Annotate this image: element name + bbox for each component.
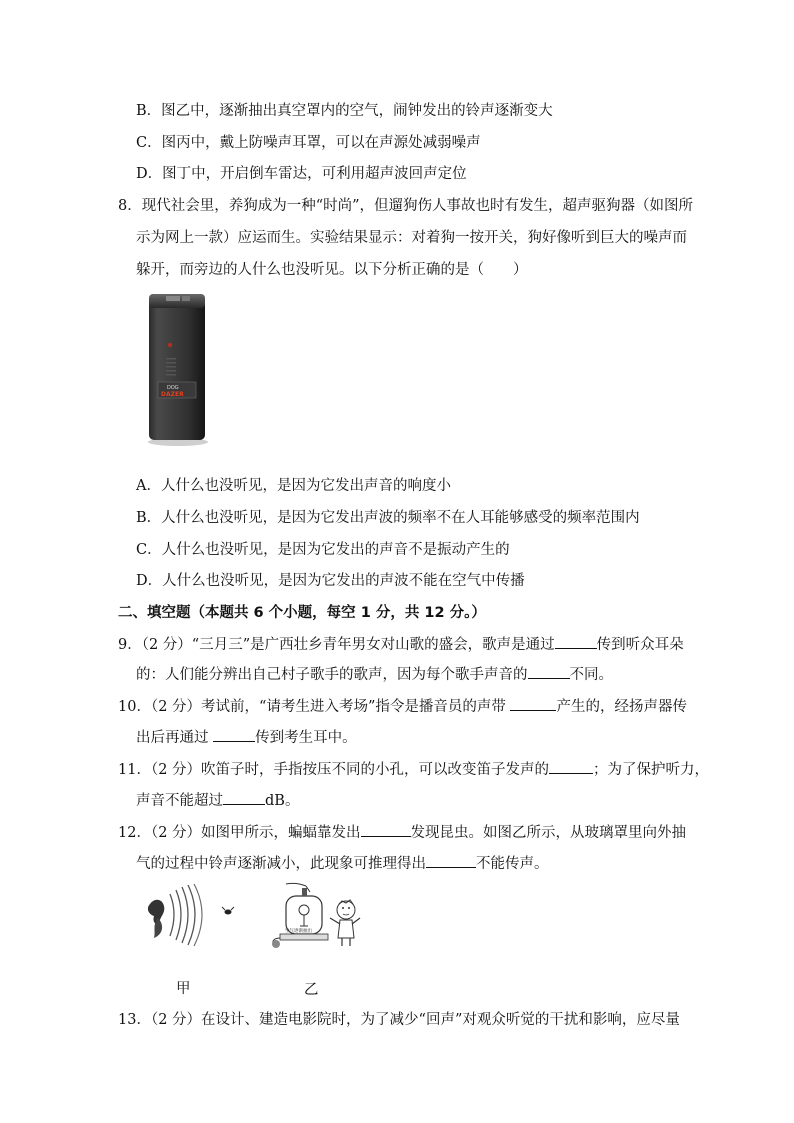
q11-blank-2 <box>223 790 265 805</box>
q8-option-d: D．人什么也没听见，是因为它发出的声波不能在空气中传播 <box>136 573 525 589</box>
q8-stem-line1: 8．现代社会里，养狗成为一种“时尚”，但遛狗伤人事故也时有发生，超声驱狗器（如图所 <box>118 198 694 214</box>
q12-line2 <box>136 853 549 874</box>
device-label-dazer: DAZER <box>161 391 184 398</box>
q12-text-c: 气的过程中铃声逐渐减小，此现象可推理得出 <box>136 856 426 872</box>
q8-option-c: C．人什么也没听见，是因为它发出的声音不是振动产生的 <box>136 542 510 558</box>
q7-option-c: C．图丙中，戴上防噪声耳罩，可以在声源处减弱噪声 <box>136 135 481 151</box>
q9-line2 <box>136 664 613 685</box>
bat-echolocation-image <box>140 884 236 946</box>
q10-blank-2 <box>213 727 255 742</box>
q8-stem-line2: 示为网上一款）应运而生。实验结果显示：对着狗一按开关，狗好像听到巨大的噪声而 <box>136 230 687 246</box>
q9-blank-1 <box>555 634 597 649</box>
figure-label-yi: 乙 <box>304 982 319 998</box>
q10-blank-1 <box>510 696 556 711</box>
q12-text-b: 发现昆虫。如图乙所示，从玻璃罩里向外抽 <box>410 825 687 841</box>
q10-text-b: 产生的，经扬声器传 <box>556 699 687 715</box>
q12-line1 <box>118 822 686 843</box>
q12-text-d: 不能传声。 <box>476 856 549 872</box>
q11-line1 <box>118 759 709 780</box>
q11-text-b: ；为了保护听力， <box>593 762 710 778</box>
q9-text-a: 9．（2 分）“三月三”是广西壮乡青年男女对山歌的盛会，歌声是通过 <box>118 637 555 653</box>
q10-text-d: 传到考生耳中。 <box>255 730 357 746</box>
q11-text-a: 11．（2 分）吹笛子时，手指按压不同的小孔，可以改变笛子发声的 <box>118 762 550 778</box>
q11-blank-1 <box>549 759 593 774</box>
q12-text-a: 12．（2 分）如图甲所示，蝙蝠靠发出 <box>118 825 361 841</box>
q7-option-d: D．图丁中，开启倒车雷达，可利用超声波回声定位 <box>136 166 467 182</box>
jar-label: 空气逐渐抽出 <box>285 929 312 934</box>
q12-blank-1 <box>361 822 411 837</box>
device-label-dog: DOG <box>167 385 179 391</box>
q8-option-a: A．人什么也没听见，是因为它发出声音的响度小 <box>136 478 451 494</box>
q7-option-b: B．图乙中，逐渐抽出真空罩内的空气，闹钟发出的铃声逐渐变大 <box>136 103 553 119</box>
figure-label-jia: 甲 <box>176 981 191 997</box>
q10-line1 <box>118 696 687 717</box>
q11-line2 <box>136 790 299 811</box>
q10-text-c: 出后再通过 <box>136 730 214 746</box>
q13-line1: 13．（2 分）在设计、建造电影院时，为了减少“回声”对观众听觉的干扰和影响，应尽量 <box>118 1012 680 1028</box>
q9-text-d: 不同。 <box>569 667 613 683</box>
q8-option-b: B．人什么也没听见，是因为它发出声波的频率不在人耳能够感受的频率范围内 <box>136 510 640 526</box>
q9-text-c: 的：人们能分辨出自己村子歌手的歌声，因为每个歌手声音的 <box>136 667 528 683</box>
q9-blank-2 <box>528 664 570 679</box>
q11-text-c: 声音不能超过 <box>136 793 223 809</box>
q9-text-b: 传到听众耳朵 <box>596 637 684 653</box>
q9-line1 <box>118 634 684 655</box>
q10-text-a: 10．（2 分）考试前，“请考生进入考场”指令是播音员的声带 <box>118 699 511 715</box>
q10-line2 <box>136 727 357 748</box>
section-title: 二、填空题（本题共 6 个小题，每空 1 分，共 12 分。） <box>118 605 486 621</box>
q11-text-d: dB。 <box>265 793 300 809</box>
bell-jar-experiment-image <box>266 882 372 950</box>
q8-stem-line3: 躲开，而旁边的人什么也没听见。以下分析正确的是（ ） <box>136 262 528 278</box>
dog-repeller-image <box>140 290 212 450</box>
q12-blank-2 <box>426 853 476 868</box>
